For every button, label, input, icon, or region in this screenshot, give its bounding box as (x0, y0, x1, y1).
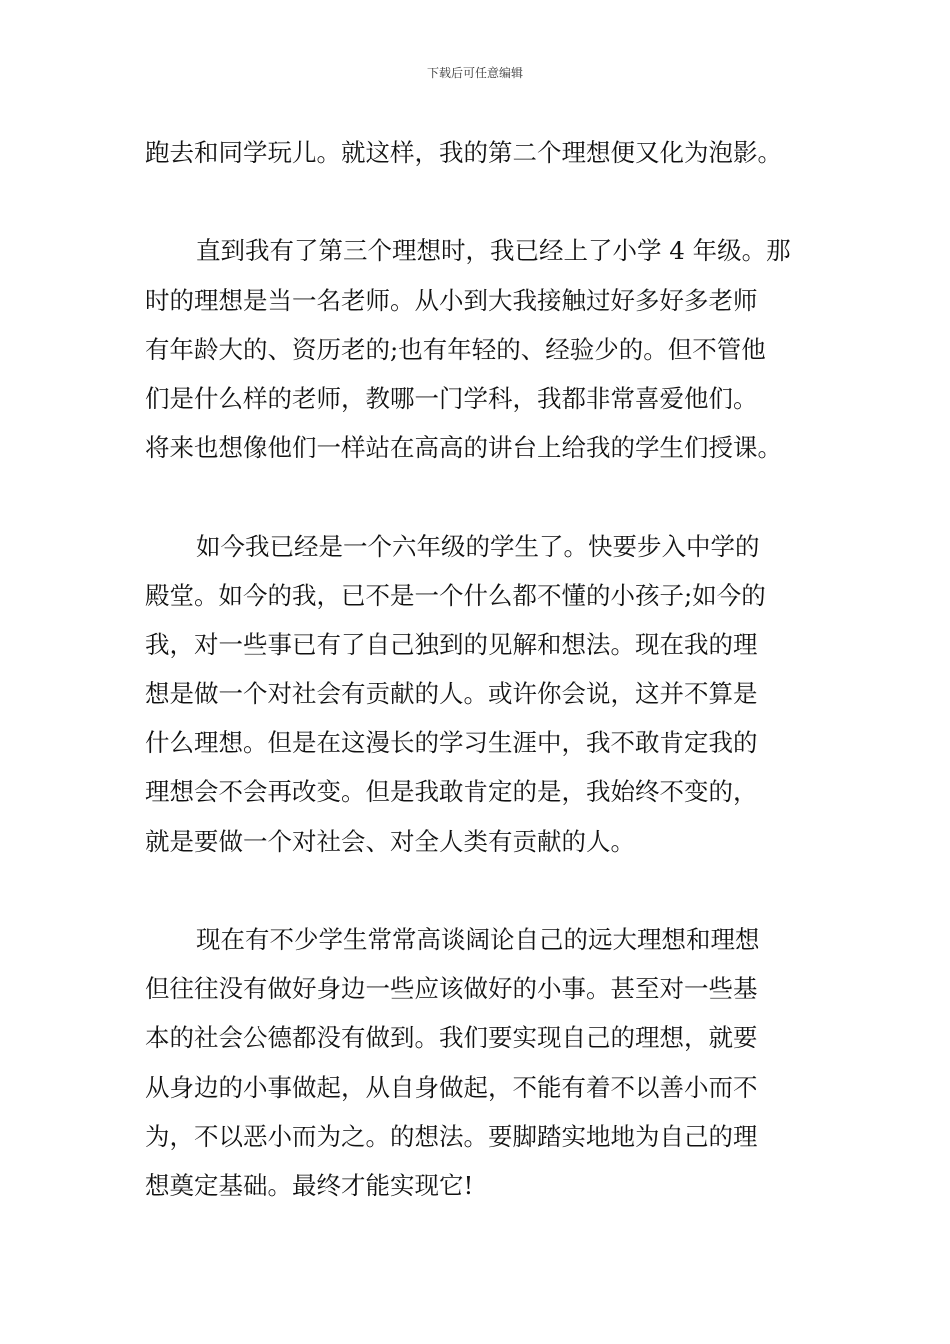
paragraph-line: 直到我有了第三个理想时，我已经上了小学 4 年级。那 (196, 236, 791, 266)
paragraph-line: 现在有不少学生常常高谈阔论自己的远大理想和理想 (196, 925, 760, 954)
paragraph-line: 想奠定基础。最终才能实现它! (145, 1170, 474, 1200)
paragraph-line: 就是要做一个对社会、对全人类有贡献的人。 (145, 826, 635, 856)
document-body (145, 128, 805, 1210)
paragraph-line: 跑去和同学玩儿。就这样，我的第二个理想便又化为泡影。 (145, 138, 782, 167)
paragraph-line: 我，对一些事已有了自己独到的见解和想法。现在我的理 (145, 629, 758, 659)
paragraph-line: 将来也想像他们一样站在高高的讲台上给我的学生们授课。 (145, 433, 782, 463)
paragraph-line: 从身边的小事做起，从自身做起，不能有着不以善小而不 (145, 1072, 758, 1102)
paragraph-line: 理想会不会再改变。但是我敢肯定的是，我始终不变的， (145, 777, 758, 807)
paragraph-2 (145, 226, 805, 472)
paragraph-line: 殿堂。如今的我，已不是一个什么都不懂的小孩子;如今的 (145, 580, 766, 610)
paragraph-gap (145, 472, 805, 521)
paragraph-line: 想是做一个对社会有贡献的人。或许你会说，这并不算是 (145, 679, 758, 709)
paragraph-1 (145, 128, 805, 177)
paragraph-gap (145, 866, 805, 915)
paragraph-line: 但往往没有做好身边一些应该做好的小事。甚至对一些基 (145, 974, 758, 1004)
paragraph-4 (145, 915, 805, 1210)
paragraph-line: 时的理想是当一名老师。从小到大我接触过好多好多老师 (145, 285, 758, 315)
paragraph-line: 为，不以恶小而为之。的想法。要脚踏实地地为自己的理 (145, 1121, 758, 1151)
paragraph-gap (145, 177, 805, 226)
paragraph-line: 什么理想。但是在这漫长的学习生涯中，我不敢肯定我的 (145, 728, 758, 758)
paragraph-line: 们是什么样的老师，教哪一门学科，我都非常喜爱他们。 (145, 383, 758, 413)
paragraph-line: 有年龄大的、资历老的;也有年轻的、经验少的。但不管他 (145, 334, 766, 364)
paragraph-3 (145, 522, 805, 866)
paragraph-line: 本的社会公德都没有做到。我们要实现自己的理想，就要 (145, 1023, 758, 1053)
paragraph-line: 如今我已经是一个六年级的学生了。快要步入中学的 (196, 531, 760, 561)
page-header: 下载后可任意编辑 (426, 66, 523, 80)
